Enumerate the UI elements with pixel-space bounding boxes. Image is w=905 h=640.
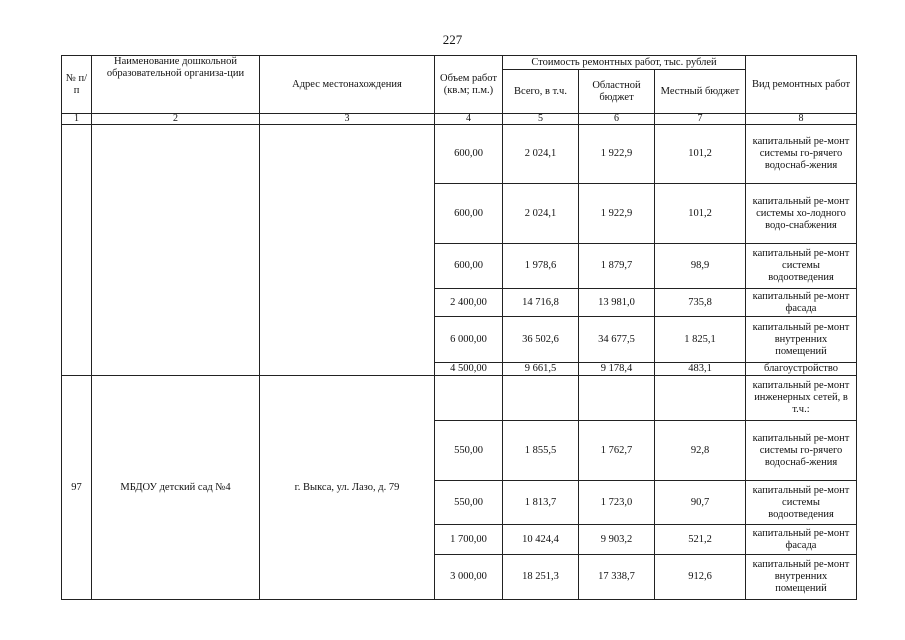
repairs-table (61, 55, 857, 600)
regional-cell: 13 981,0 (579, 289, 655, 317)
volume-cell (435, 376, 503, 421)
header-repair-type: Вид ремонтных работ (746, 56, 857, 114)
column-number: 5 (503, 114, 579, 125)
regional-cell (579, 376, 655, 421)
repair-type-cell: капитальный ре-монт системы го-рячего водоснаб-жения (746, 421, 857, 481)
repair-type-cell: капитальный ре-монт внутренних помещений (746, 555, 857, 600)
column-number-row (62, 114, 857, 125)
local-cell: 90,7 (655, 481, 746, 525)
volume-cell: 600,00 (435, 125, 503, 184)
header-volume: Объем работ (кв.м; п.м.) (435, 56, 503, 114)
volume-cell: 550,00 (435, 421, 503, 481)
regional-cell: 1 922,9 (579, 125, 655, 184)
page-number: 227 (442, 32, 463, 47)
repair-type-cell: капитальный ре-монт инженерных сетей, в т.ч.: (746, 376, 857, 421)
local-cell: 1 825,1 (655, 317, 746, 363)
column-number: 1 (62, 114, 92, 125)
local-cell: 483,1 (655, 363, 746, 376)
header-cost-group: Стоимость ремонтных работ, тыс. рублей (503, 56, 746, 70)
volume-cell: 2 400,00 (435, 289, 503, 317)
local-cell: 98,9 (655, 244, 746, 289)
repair-type-cell: капитальный ре-монт системы водоотведения (746, 481, 857, 525)
column-number: 6 (579, 114, 655, 125)
row-num-cell (62, 125, 92, 376)
table-row (62, 125, 857, 184)
table-body (62, 125, 857, 600)
column-number: 8 (746, 114, 857, 125)
local-cell: 912,6 (655, 555, 746, 600)
repair-type-cell: капитальный ре-монт фасада (746, 289, 857, 317)
local-cell: 101,2 (655, 125, 746, 184)
regional-cell: 1 723,0 (579, 481, 655, 525)
column-number: 3 (260, 114, 435, 125)
total-cell: 18 251,3 (503, 555, 579, 600)
regional-cell: 1 879,7 (579, 244, 655, 289)
total-cell: 1 855,5 (503, 421, 579, 481)
total-cell: 36 502,6 (503, 317, 579, 363)
repair-type-cell: благоустройство (746, 363, 857, 376)
repair-type-cell: капитальный ре-монт внутренних помещений (746, 317, 857, 363)
row-name-cell (92, 125, 260, 376)
row-address-cell: г. Выкса, ул. Лазо, д. 79 (260, 376, 435, 600)
local-cell: 101,2 (655, 184, 746, 244)
table-row (62, 376, 857, 421)
total-cell: 14 716,8 (503, 289, 579, 317)
local-cell (655, 376, 746, 421)
volume-cell: 600,00 (435, 184, 503, 244)
volume-cell: 3 000,00 (435, 555, 503, 600)
total-cell: 1 978,6 (503, 244, 579, 289)
column-number: 7 (655, 114, 746, 125)
header-regional: Областной бюджет (579, 70, 655, 114)
column-number: 2 (92, 114, 260, 125)
repair-type-cell: капитальный ре-монт системы го-рячего водоснаб-жения (746, 125, 857, 184)
header-num: № п/п (62, 56, 92, 114)
local-cell: 92,8 (655, 421, 746, 481)
regional-cell: 9 178,4 (579, 363, 655, 376)
header-local: Местный бюджет (655, 70, 746, 114)
local-cell: 521,2 (655, 525, 746, 555)
volume-cell: 1 700,00 (435, 525, 503, 555)
total-cell: 2 024,1 (503, 125, 579, 184)
header-address: Адрес местонахождения (260, 56, 435, 114)
regional-cell: 1 922,9 (579, 184, 655, 244)
volume-cell: 550,00 (435, 481, 503, 525)
total-cell: 2 024,1 (503, 184, 579, 244)
total-cell: 10 424,4 (503, 525, 579, 555)
table-header (62, 56, 857, 125)
total-cell (503, 376, 579, 421)
column-number: 4 (435, 114, 503, 125)
total-cell: 9 661,5 (503, 363, 579, 376)
row-address-cell (260, 125, 435, 376)
local-cell: 735,8 (655, 289, 746, 317)
repair-type-cell: капитальный ре-монт фасада (746, 525, 857, 555)
repair-type-cell: капитальный ре-монт системы водоотведения (746, 244, 857, 289)
header-total: Всего, в т.ч. (503, 70, 579, 114)
repair-type-cell: капитальный ре-монт системы хо-лодного водо-снабжения (746, 184, 857, 244)
regional-cell: 34 677,5 (579, 317, 655, 363)
volume-cell: 600,00 (435, 244, 503, 289)
header-name: Наименование дошкольной образовательной организа-ции (92, 56, 260, 114)
total-cell: 1 813,7 (503, 481, 579, 525)
regional-cell: 17 338,7 (579, 555, 655, 600)
row-name-cell: МБДОУ детский сад №4 (92, 376, 260, 600)
regional-cell: 1 762,7 (579, 421, 655, 481)
volume-cell: 4 500,00 (435, 363, 503, 376)
volume-cell: 6 000,00 (435, 317, 503, 363)
row-num-cell: 97 (62, 376, 92, 600)
regional-cell: 9 903,2 (579, 525, 655, 555)
